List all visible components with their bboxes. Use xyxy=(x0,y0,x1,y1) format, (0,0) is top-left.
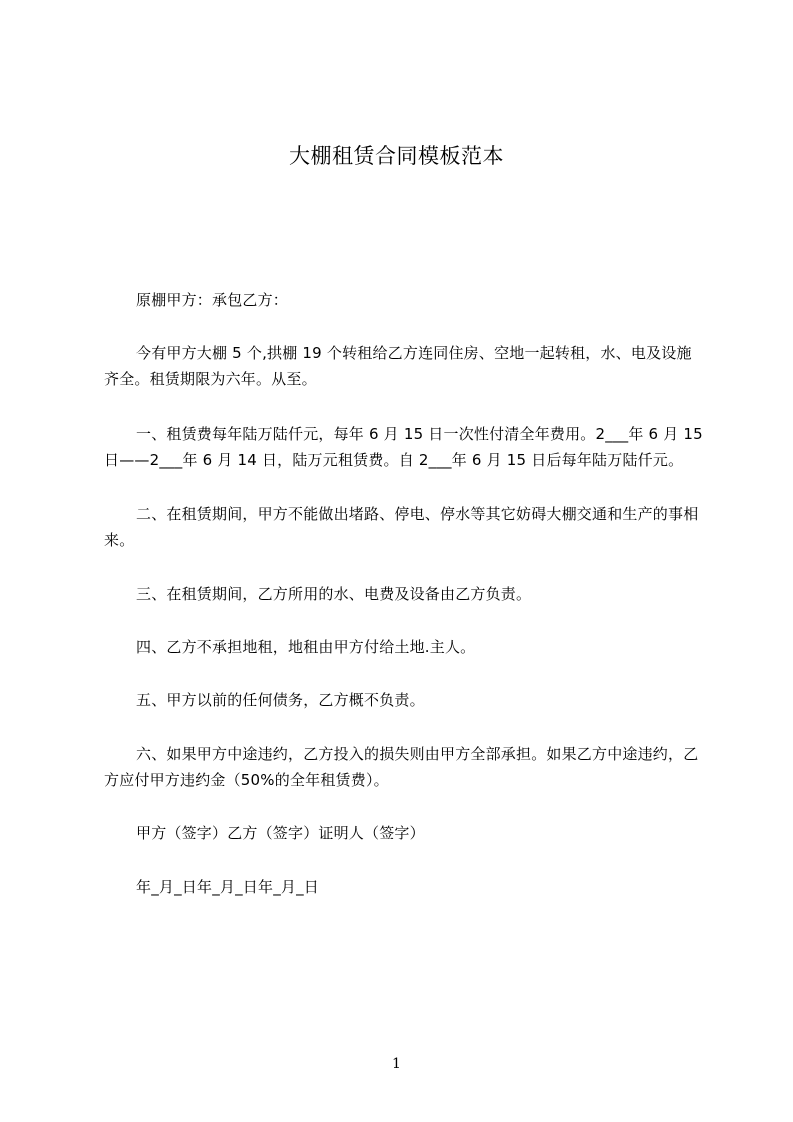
clause-6-breach: 六、如果甲方中途违约，乙方投入的损失则由甲方全部承担。如果乙方中途违约，乙方应付甲方违约金（50%的全年租赁费）。 xyxy=(104,745,699,789)
parties-line: 原棚甲方：承包乙方： xyxy=(136,291,289,309)
signature-line: 甲方（签字）乙方（签字）证明人（签字） xyxy=(136,824,425,842)
document-title: 大棚租赁合同模板范本 xyxy=(289,144,504,168)
clause-5-debts: 五、甲方以前的任何债务，乙方概不负责。 xyxy=(136,691,425,709)
clause-3-utilities: 三、在租赁期间，乙方所用的水、电费及设备由乙方负责。 xyxy=(136,585,532,603)
clause-4-land-rent: 四、乙方不承担地租，地租由甲方付给土地.主人。 xyxy=(136,638,476,656)
lease-intro-paragraph: 今有甲方大棚 5 个,拱棚 19 个转租给乙方连同住房、空地一起转租，水、电及设施齐全。租赁期限为六年。从至。 xyxy=(104,344,692,388)
page-number: 1 xyxy=(392,1056,401,1072)
clause-1-rent: 一、租赁费每年陆万陆仟元，每年 6 月 15 日一次性付清全年费用。2___年 6 月 15 日——2___年 6 月 14 日，陆万元租赁费。自 2___年 6 月 15 日后每年陆万陆仟元。 xyxy=(104,425,703,469)
clause-2-obligations: 二、在租赁期间，甲方不能做出堵路、停电、停水等其它妨碍大棚交通和生产的事相来。 xyxy=(104,505,699,549)
date-line: 年_月_日年_月_日年_月_日 xyxy=(136,878,320,896)
